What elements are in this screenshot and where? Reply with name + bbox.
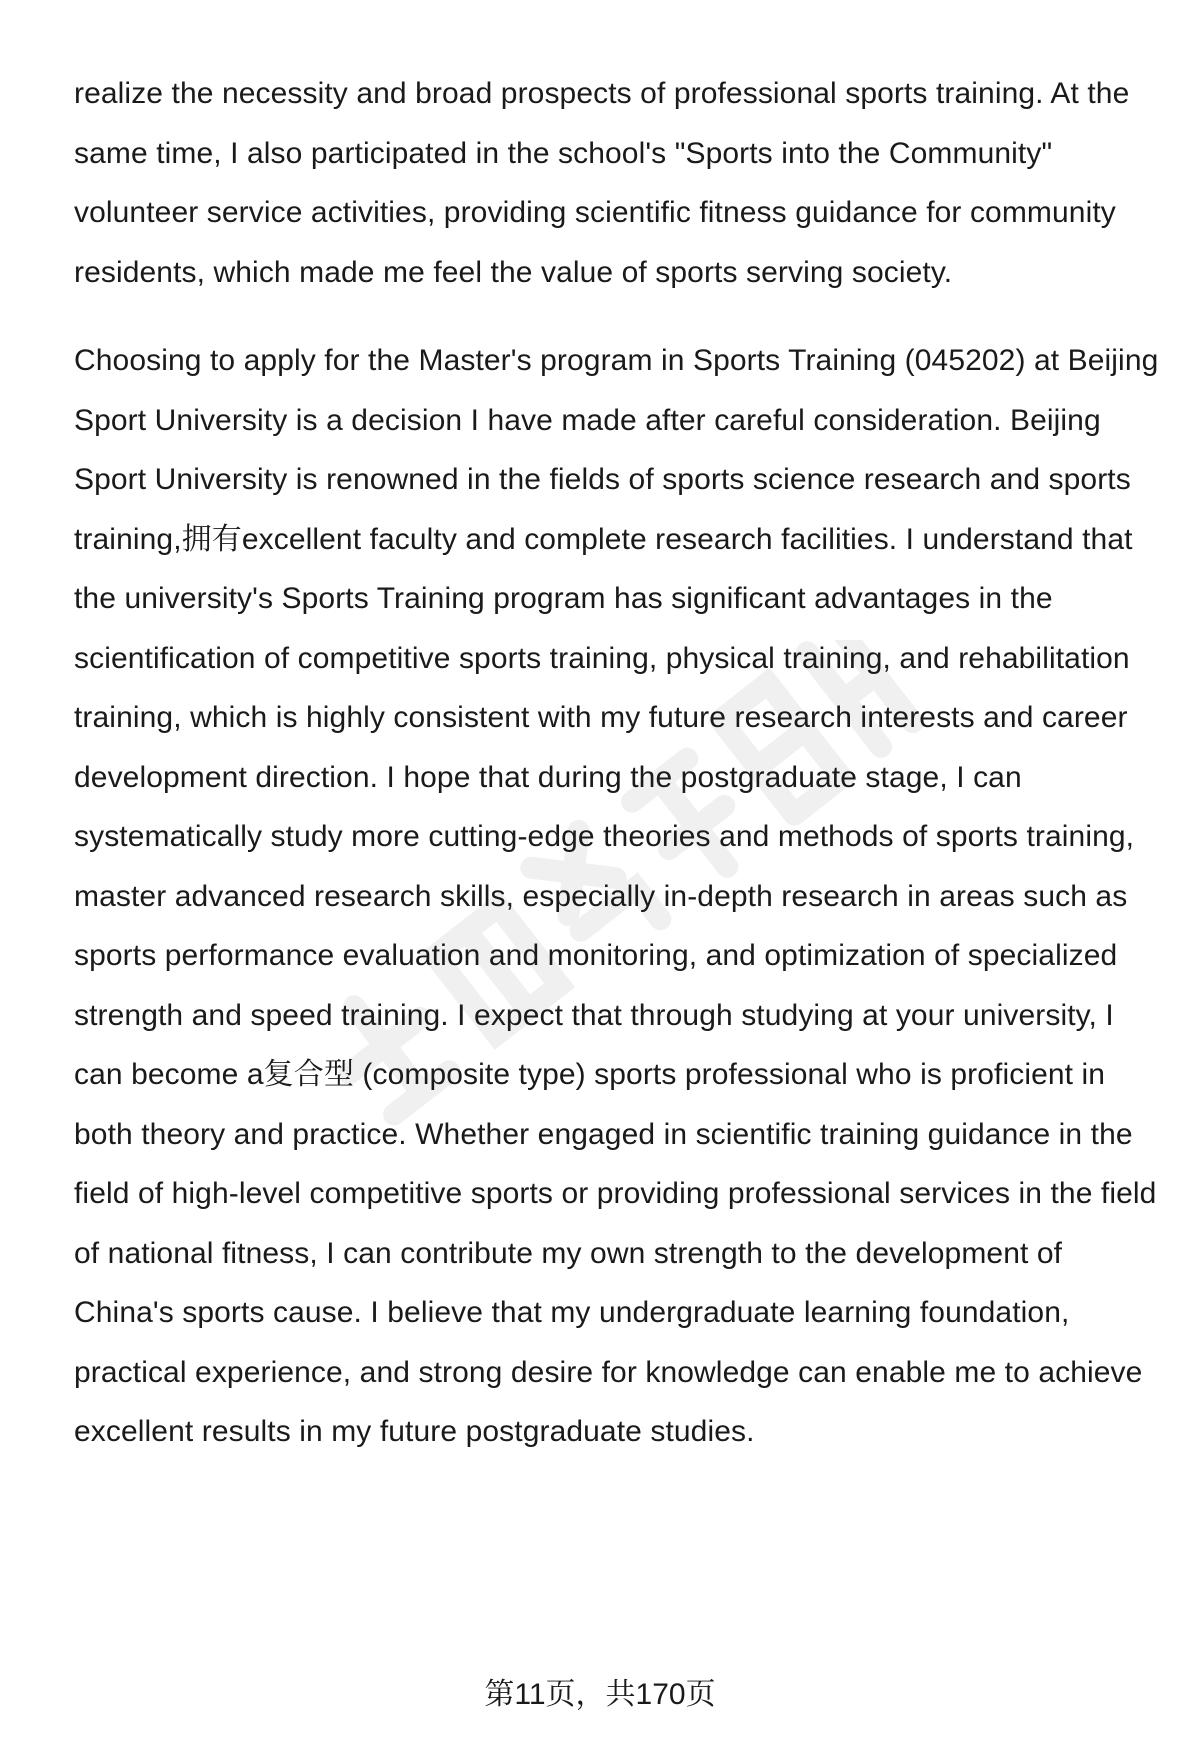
page-number-footer: 第11页，共170页 (484, 1678, 716, 1711)
body-paragraph: realize the necessity and broad prospects of professional sports training. At the same time, I also participated in the school's "Sports into the Community" volunteer service activities, providing scientific fitness guidance for community residents, which made me feel the value of sports serving society. (74, 77, 1130, 289)
document-body (74, 64, 1164, 1462)
body-paragraph: Choosing to apply for the Master's program in Sports Training (045202) at Beijing Sport University is a decision I have made after careful consideration. Beijing Sport University is renowned in the fields of sports science research and sports training,拥有excellent faculty and complete research facilities. I understand that the university's Sports Training program has significant advantages in the scientification of competitive sports training, physical training, and rehabilitation training, which is highly consistent with my future research interests and career development direction. I hope that during the postgraduate stage, I can systematically study more cutting-edge theories and methods of sports training, master advanced research skills, especially in-depth research in areas such as sports performance evaluation and monitoring, and optimization of specialized strength and speed training. I expect that through studying at your university, I can become a复合型 (composite type) sports professional who is proficient in both theory and practice. Whether engaged in scientific training guidance in the field of high-level competitive sports or providing professional services in the field of national fitness, I can contribute my own strength to the development of China's sports cause. I believe that my undergraduate learning foundation, practical experience, and strong desire for knowledge can enable me to achieve excellent results in my future postgraduate studies. (74, 344, 1159, 1448)
